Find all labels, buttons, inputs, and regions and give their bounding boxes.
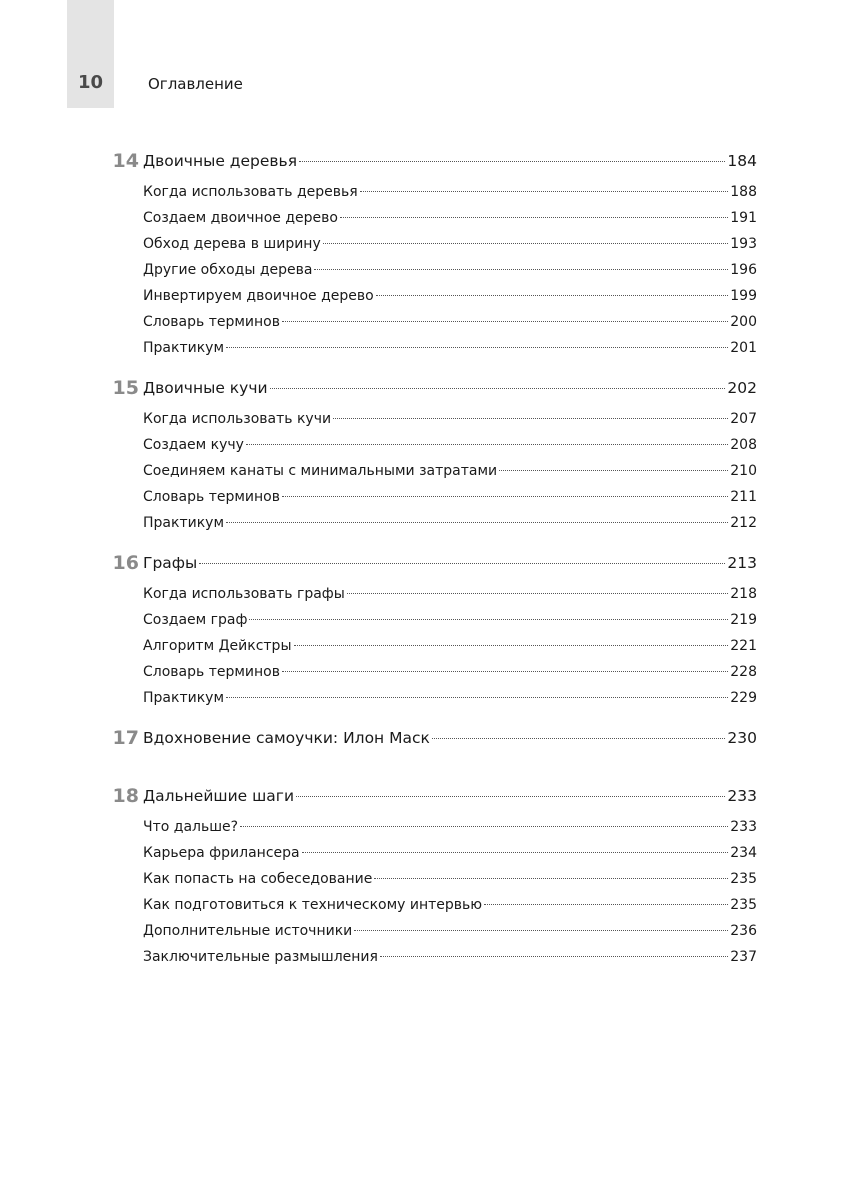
section-title: Словарь терминов xyxy=(143,489,280,505)
toc-chapter-entry[interactable] xyxy=(0,550,849,576)
section-page: 233 xyxy=(730,819,757,835)
section-page: 235 xyxy=(730,871,757,887)
section-title: Как подготовиться к техническому интервью xyxy=(143,897,483,913)
section-title: Когда использовать графы xyxy=(143,586,345,602)
toc-section-entry[interactable] xyxy=(0,866,849,892)
section-page: 219 xyxy=(730,612,757,628)
section-page: 200 xyxy=(730,314,757,330)
section-title: Практикум xyxy=(143,340,225,356)
toc-section-entry[interactable] xyxy=(0,257,849,283)
chapter-title: Графы xyxy=(143,554,198,572)
toc-chapter-entry[interactable] xyxy=(0,725,849,751)
dot-leader xyxy=(347,593,728,594)
section-page: 193 xyxy=(730,236,757,252)
dot-leader xyxy=(282,321,728,322)
toc-section-entry[interactable] xyxy=(0,231,849,257)
dot-leader xyxy=(282,671,728,672)
toc-chapter-entry[interactable] xyxy=(0,148,849,174)
toc-chapter-entry[interactable] xyxy=(0,783,849,809)
chapter-number: 17 xyxy=(112,727,139,749)
section-title: Практикум xyxy=(143,690,225,706)
toc-section-entry[interactable] xyxy=(0,685,849,711)
chapter-title: Двоичные деревья xyxy=(143,152,298,170)
toc-section-entry[interactable] xyxy=(0,205,849,231)
dot-leader xyxy=(499,470,728,471)
dot-leader xyxy=(360,191,729,192)
dot-leader xyxy=(296,796,725,797)
dot-leader xyxy=(226,697,728,698)
section-title: Инвертируем двоичное дерево xyxy=(143,288,374,304)
chapter-18 xyxy=(0,783,849,970)
toc-section-entry[interactable] xyxy=(0,406,849,432)
toc-section-entry[interactable] xyxy=(0,814,849,840)
toc-section-entry[interactable] xyxy=(0,581,849,607)
section-page: 211 xyxy=(730,489,757,505)
chapter-page: 213 xyxy=(727,554,757,572)
toc-section-entry[interactable] xyxy=(0,607,849,633)
section-page: 201 xyxy=(730,340,757,356)
toc-section-entry[interactable] xyxy=(0,892,849,918)
dot-leader xyxy=(294,645,729,646)
dot-leader xyxy=(226,347,728,348)
toc-section-entry[interactable] xyxy=(0,510,849,536)
section-title: Когда использовать деревья xyxy=(143,184,358,200)
chapter-page: 184 xyxy=(727,152,757,170)
toc-section-entry[interactable] xyxy=(0,633,849,659)
dot-leader xyxy=(432,738,726,739)
chapter-14 xyxy=(0,148,849,361)
dot-leader xyxy=(380,956,728,957)
section-title: Создаем граф xyxy=(143,612,248,628)
dot-leader xyxy=(323,243,729,244)
chapter-16 xyxy=(0,550,849,711)
toc-section-entry[interactable] xyxy=(0,659,849,685)
chapter-17 xyxy=(0,725,849,751)
dot-leader xyxy=(246,444,728,445)
section-page: 236 xyxy=(730,923,757,939)
chapter-title: Дальнейшие шаги xyxy=(143,787,295,805)
dot-leader xyxy=(240,826,728,827)
section-page: 199 xyxy=(730,288,757,304)
chapter-title: Двоичные кучи xyxy=(143,379,268,397)
section-page: 234 xyxy=(730,845,757,861)
dot-leader xyxy=(199,563,725,564)
dot-leader xyxy=(249,619,728,620)
dot-leader xyxy=(270,388,726,389)
chapter-15 xyxy=(0,375,849,536)
section-page: 237 xyxy=(730,949,757,965)
chapter-number: 14 xyxy=(112,150,139,172)
section-title: Заключительные размышления xyxy=(143,949,378,965)
section-title: Как попасть на собеседование xyxy=(143,871,373,887)
toc-section-entry[interactable] xyxy=(0,179,849,205)
chapter-page: 233 xyxy=(727,787,757,805)
dot-leader xyxy=(299,161,725,162)
section-title: Словарь терминов xyxy=(143,664,280,680)
dot-leader xyxy=(302,852,729,853)
section-page: 212 xyxy=(730,515,757,531)
toc-section-entry[interactable] xyxy=(0,432,849,458)
section-page: 218 xyxy=(730,586,757,602)
chapter-page: 230 xyxy=(727,729,757,747)
chapter-number: 16 xyxy=(112,552,139,574)
section-page: 235 xyxy=(730,897,757,913)
toc-chapter-entry[interactable] xyxy=(0,375,849,401)
dot-leader xyxy=(282,496,728,497)
dot-leader xyxy=(340,217,728,218)
dot-leader xyxy=(314,269,728,270)
section-title: Другие обходы дерева xyxy=(143,262,313,278)
section-title: Создаем двоичное дерево xyxy=(143,210,338,226)
dot-leader xyxy=(226,522,728,523)
toc-section-entry[interactable] xyxy=(0,918,849,944)
dot-leader xyxy=(374,878,728,879)
dot-leader xyxy=(376,295,729,296)
section-page: 207 xyxy=(730,411,757,427)
toc-section-entry[interactable] xyxy=(0,283,849,309)
chapter-page: 202 xyxy=(727,379,757,397)
section-title: Алгоритм Дейкстры xyxy=(143,638,292,654)
section-title: Соединяем канаты с минимальными затратами xyxy=(143,463,498,479)
section-page: 229 xyxy=(730,690,757,706)
section-page: 210 xyxy=(730,463,757,479)
dot-leader xyxy=(354,930,728,931)
section-page: 196 xyxy=(730,262,757,278)
chapter-number: 15 xyxy=(112,377,139,399)
section-title: Что дальше? xyxy=(143,819,239,835)
section-title: Обход дерева в ширину xyxy=(143,236,321,252)
section-page: 228 xyxy=(730,664,757,680)
chapter-number: 18 xyxy=(112,785,139,807)
running-title: Оглавление xyxy=(148,75,243,93)
table-of-contents xyxy=(0,148,849,970)
section-title: Когда использовать кучи xyxy=(143,411,332,427)
toc-section-entry[interactable] xyxy=(0,840,849,866)
section-title: Дополнительные источники xyxy=(143,923,353,939)
section-page: 208 xyxy=(730,437,757,453)
section-title: Словарь терминов xyxy=(143,314,280,330)
chapter-title: Вдохновение самоучки: Илон Маск xyxy=(143,729,430,747)
dot-leader xyxy=(333,418,728,419)
dot-leader xyxy=(484,904,728,905)
toc-section-entry[interactable] xyxy=(0,484,849,510)
section-title: Карьера фрилансера xyxy=(143,845,300,861)
section-page: 188 xyxy=(730,184,757,200)
toc-section-entry[interactable] xyxy=(0,335,849,361)
page-number: 10 xyxy=(77,72,104,93)
section-page: 191 xyxy=(730,210,757,226)
section-title: Создаем кучу xyxy=(143,437,244,453)
toc-section-entry[interactable] xyxy=(0,458,849,484)
section-page: 221 xyxy=(730,638,757,654)
toc-section-entry[interactable] xyxy=(0,309,849,335)
section-title: Практикум xyxy=(143,515,225,531)
toc-section-entry[interactable] xyxy=(0,944,849,970)
